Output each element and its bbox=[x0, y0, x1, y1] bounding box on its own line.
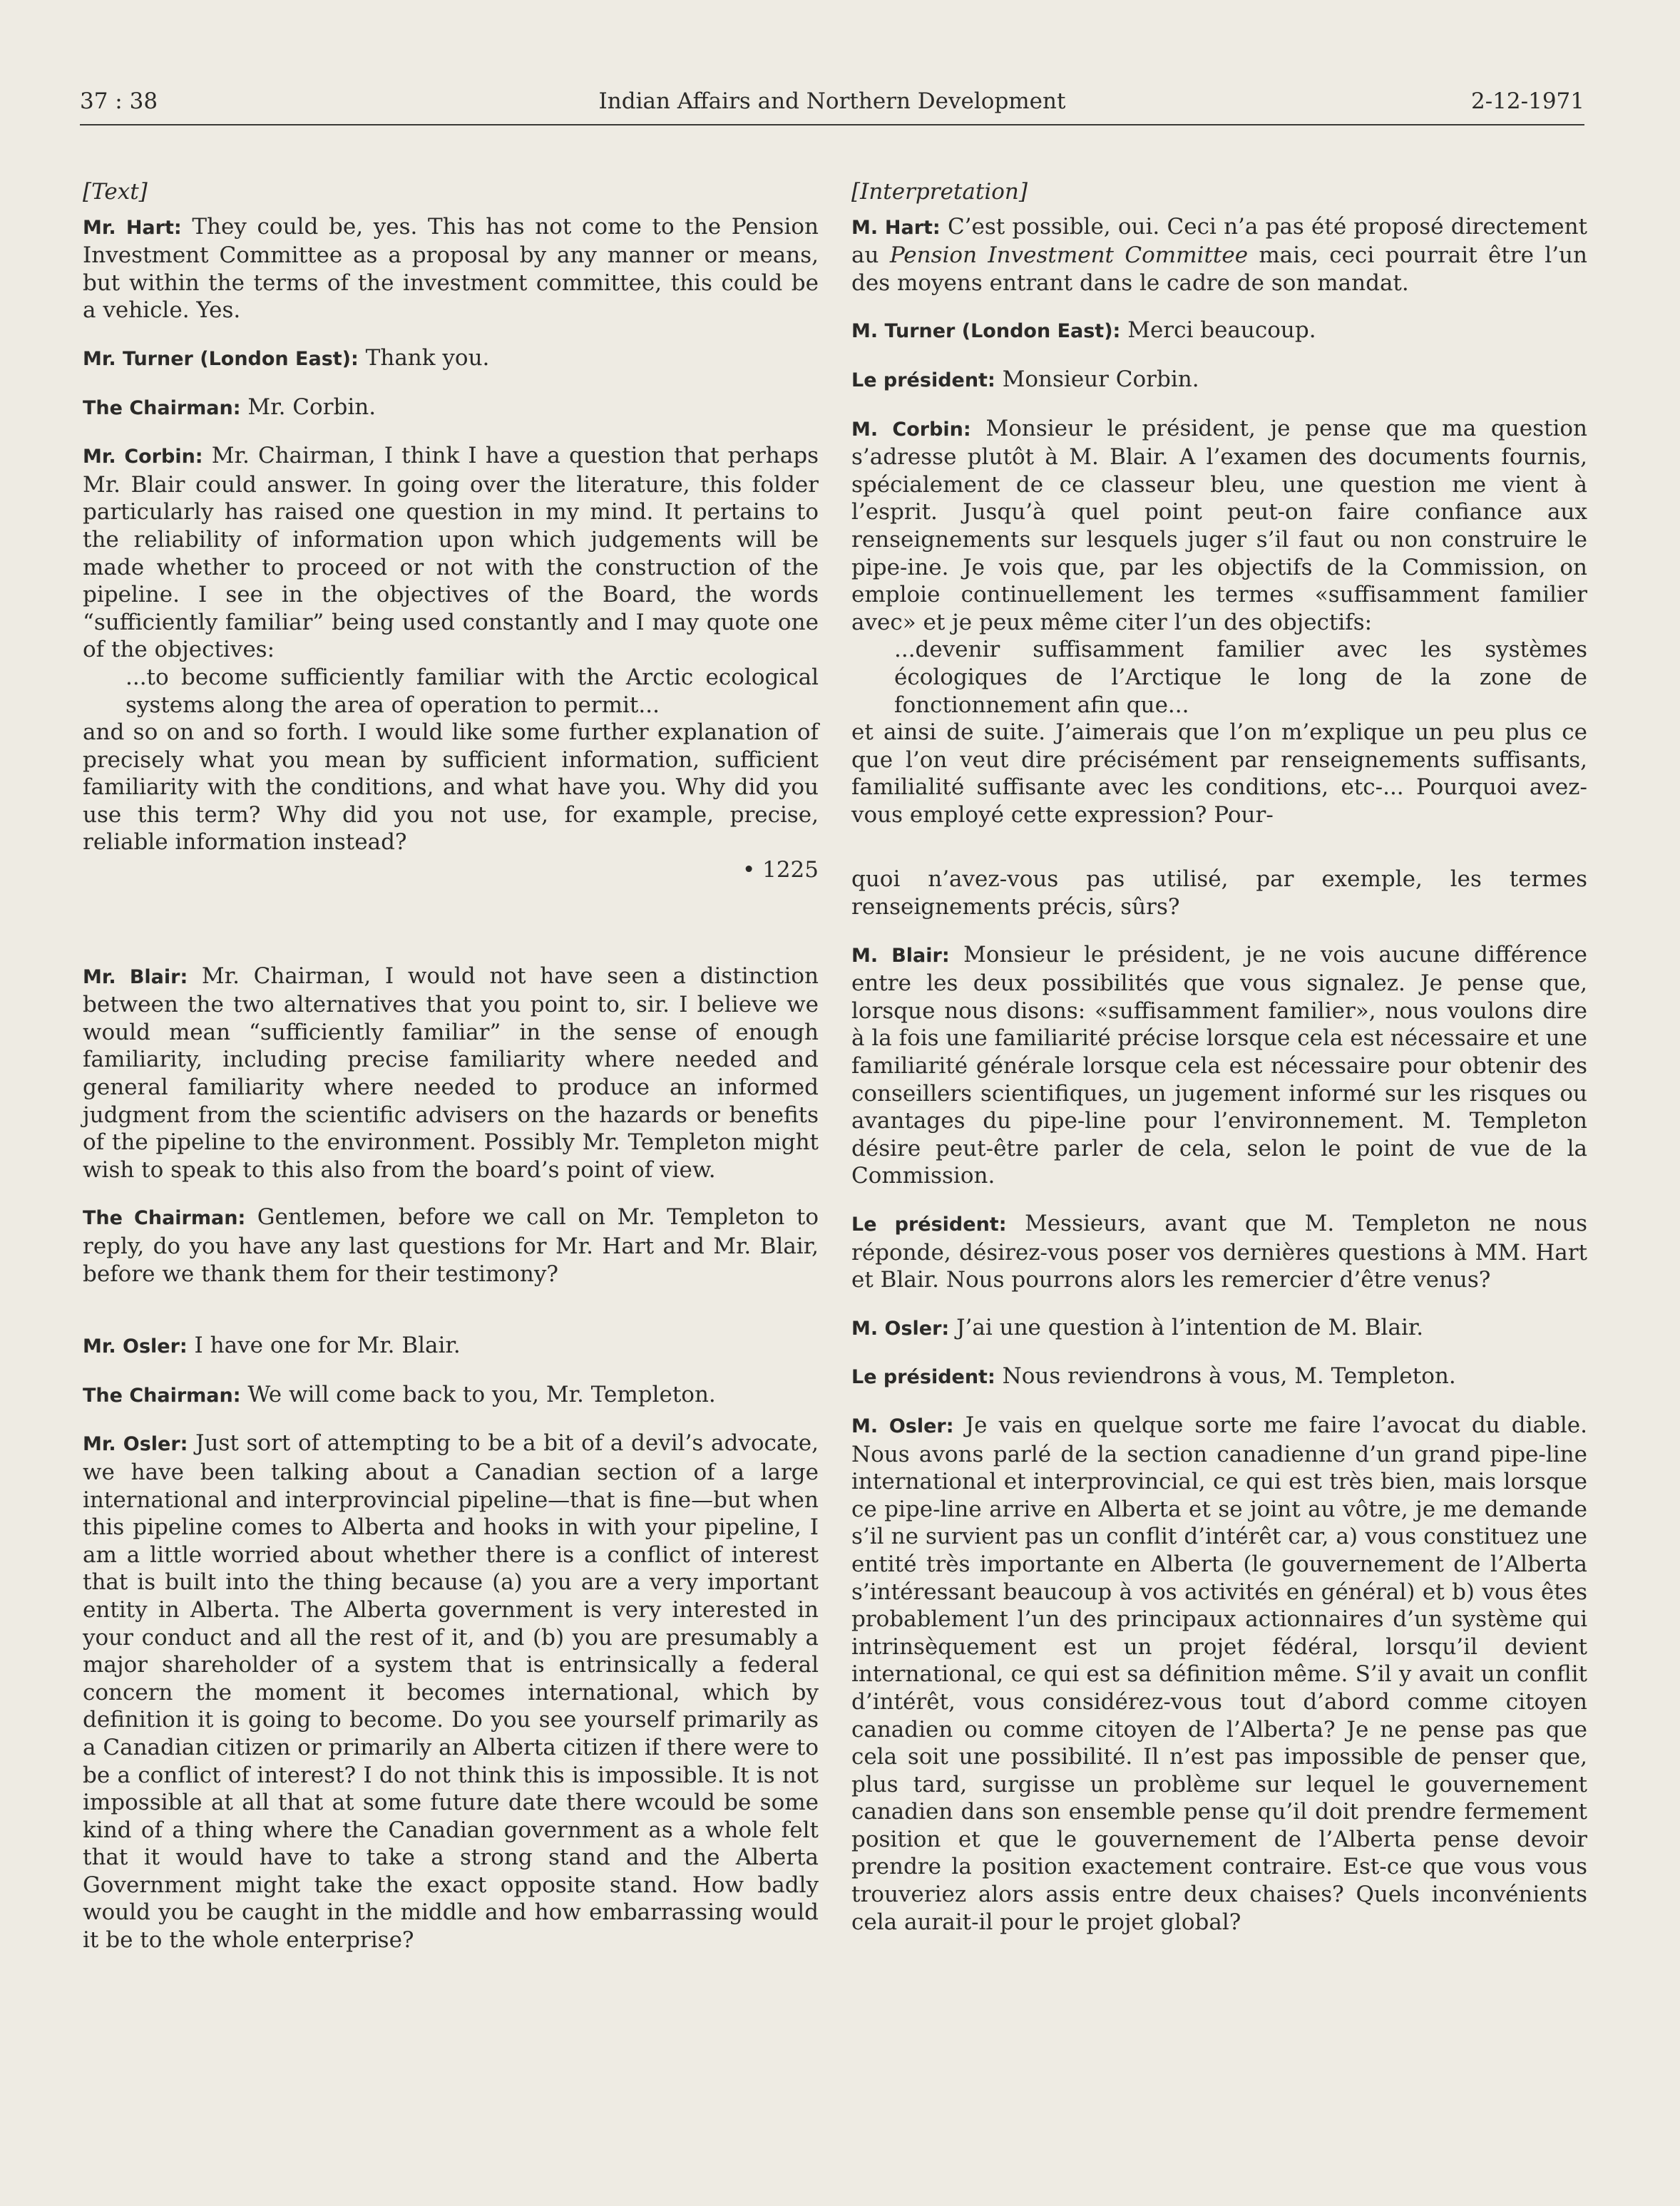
speech-text: Just sort of attempting to be a bit of a devil’s advocate, we have been talking about a Canadian section of a large international and interprovincial pipeline—that is fine—but when this pipeline comes to Alberta and hooks in with your pipeline, I am a little worried about whether there is a conflict of interest that is built into the thing because (a) you are a very important entity in Alberta. The Alberta government is very interested in your conduct and all the rest of it, and (b) you are presumably a major shareholder of a system that is entrinsically a federal concern the moment it becomes international, which by definition it is going to become. Do you see yourself primarily as a Canadian citizen or primarily an Alberta citizen if there were to be a conflict of interest? I do not think this is impossible. It is not impossible at all that at some future date there wcould be some kind of a thing where the Canadian government as a whole felt that it would have to take a strong stand and the Alberta Government might take the exact opposite stand. How badly would you be caught in the middle and how embarrassing would it be to the whole enterprise? bbox=[83, 1430, 819, 1954]
paragraph-continuation: quoi n’avez-vous pas utilisé, par exemple, les termes renseignements précis, sûrs? bbox=[851, 866, 1587, 920]
paragraph bbox=[83, 963, 819, 1184]
paragraph bbox=[851, 213, 1587, 297]
speaker-name: Le président: bbox=[851, 369, 995, 391]
speech-text: They could be, yes. This has not come to the Pension Investment Committee as a proposal by any manner or means, but within the terms of the investment committee, this could be a vehicle. Yes. bbox=[83, 213, 819, 324]
running-title: Indian Affairs and Northern Development bbox=[598, 88, 1066, 114]
speaker-name: M. Corbin: bbox=[851, 418, 971, 441]
english-column bbox=[83, 178, 819, 1974]
speaker-name: Mr. Osler: bbox=[83, 1433, 188, 1456]
paragraph-continuation: and so on and so forth. I would like some further explanation of precisely what you mean by sufficient information, sufficient familiarity with the conditions, and what have you. Why did you use this term? Why did you not use, for example, precise, reliable information instead? bbox=[83, 719, 819, 856]
speaker-name: Mr. Turner (London East): bbox=[83, 347, 359, 370]
paragraph bbox=[83, 442, 819, 664]
paragraph bbox=[851, 1314, 1587, 1343]
spacer bbox=[851, 828, 1587, 866]
paragraph bbox=[851, 366, 1587, 395]
paragraph bbox=[851, 317, 1587, 346]
speech-text: Je vais en quelque sorte me faire l’avocat du diable. Nous avons parlé de la section canadienne d’un grand pipe-line international et interprovincial, ce qui est très bien, mais lorsque ce pipe-line arrive en Alberta et se joint au vôtre, je me demande s’il ne survient pas un conflit d’intérêt car, a) vous constituez une entité très importante en Alberta (le gouvernement de l’Alberta s’intéressant beaucoup à vos activités en général) et b) vous êtes probablement l’un des principaux actionnaires d’un système qui intrinsèquement est un projet fédéral, lorsqu’il devient international, ce qui est sa définition même. S’il y avait un conflit d’intérêt, vous considérez-vous tout d’abord comme citoyen canadien ou comme citoyen de l’Alberta? Je ne pense pas que cela soit une possibilité. Il n’est pas impossible de penser que, plus tard, surgisse un problème sur lequel le gouvernement canadien dans son ensemble pense qu’il doit prendre fermement position et que le gouvernement de l’Alberta pense devoir prendre la position exactement contraire. Est-ce que vous vous trouveriez alors assis entre deux chaises? Quels inconvénients cela aurait-il pour le projet global? bbox=[851, 1412, 1588, 1935]
paragraph bbox=[851, 415, 1587, 637]
spacer bbox=[83, 884, 819, 963]
speech-text: Mr. Corbin. bbox=[240, 394, 377, 420]
speaker-name: The Chairman: bbox=[83, 1384, 241, 1407]
section-marker: [Interpretation] bbox=[851, 179, 1028, 205]
paragraph bbox=[83, 1204, 819, 1288]
speech-text: Mr. Chairman, I think I have a question that perhaps Mr. Blair could answer. In going over the literature, this folder particularly has raised one question in my mind. It pertains to the reliability of information upon which judgements will be made whether to proceed or not with the construction of the pipeline. I see in the objectives of the Board, the words “sufficiently familiar” being used constantly and I may quote one of the objectives: bbox=[83, 443, 819, 663]
speech-text: Mr. Chairman, I would not have seen a distinction between the two alternatives that you point to, sir. I believe we would mean “sufficiently familiar” in the sense of enough familiarity, including precise familiarity where needed and general familiarity where needed to produce an informed judgment from the scientific advisers on the hazards or benefits of the pipeline to the environment. Possibly Mr. Templeton might wish to speak to this also from the board’s point of view. bbox=[83, 963, 819, 1183]
speaker-name: M. Osler: bbox=[851, 1317, 950, 1340]
speaker-name: Le président: bbox=[851, 1366, 995, 1389]
paragraph bbox=[851, 1363, 1587, 1392]
speaker-name: The Chairman: bbox=[83, 1207, 246, 1230]
speech-text: Messieurs, avant que M. Templeton ne nous réponde, désirez-vous poser vos dernières questions à MM. Hart et Blair. Nous pourrons alors les remercier d’être venus? bbox=[851, 1211, 1587, 1293]
speaker-name: M. Hart: bbox=[851, 216, 941, 239]
paragraph bbox=[83, 213, 819, 324]
speech-text: mais, ceci pourrait être l’un des moyens entrant dans le cadre de son mandat. bbox=[851, 242, 1587, 296]
speaker-name: Mr. Osler: bbox=[83, 1335, 188, 1358]
speaker-name: M. Blair: bbox=[851, 944, 950, 967]
speaker-name: M. Turner (London East): bbox=[851, 320, 1121, 343]
french-column bbox=[851, 178, 1587, 1956]
time-marker: • 1225 bbox=[742, 857, 819, 883]
speaker-name: Mr. Hart: bbox=[83, 216, 182, 239]
paragraph bbox=[83, 394, 819, 423]
speaker-name: Le président: bbox=[851, 1214, 1007, 1236]
speech-text: Monsieur le président, je pense que ma question s’adresse plutôt à M. Blair. A l’examen des documents fournis, spécialement de ce classeur bleu, une question me vient à l’esprit. Jusqu’à quel point peut-on faire confiance aux renseignements sur lesquels juger s’il faut ou non construire le pipe-ine. Je vois que, par les objectifs de la Commission, on emploie continuellement les termes «suffisamment familier avec» et je peux même citer l’un des objectifs: bbox=[851, 415, 1587, 635]
speaker-name: Mr. Blair: bbox=[83, 965, 188, 988]
paragraph bbox=[851, 1210, 1587, 1294]
speech-text: J’ai une question à l’intention de M. Blair. bbox=[949, 1314, 1424, 1340]
speaker-name: M. Osler: bbox=[851, 1415, 954, 1437]
block-quote: ...to become sufficiently familiar with the Arctic ecological systems along the area of operation to permit... bbox=[126, 664, 819, 718]
speech-text: Monsieur Corbin. bbox=[995, 366, 1199, 392]
italic-term: Pension Investment Committee bbox=[889, 242, 1249, 269]
paragraph bbox=[851, 1412, 1587, 1936]
speech-text: C’est possible, oui. Ceci n’a pas été proposé directement au bbox=[851, 213, 1587, 269]
page-number: 37 : 38 bbox=[80, 88, 158, 114]
speech-text: We will come back to you, Mr. Templeton. bbox=[240, 1381, 716, 1407]
header-date: 2-12-1971 bbox=[1470, 88, 1584, 114]
speaker-name: The Chairman: bbox=[83, 396, 241, 419]
paragraph bbox=[83, 1430, 819, 1954]
section-marker: [Text] bbox=[83, 179, 148, 205]
speaker-name: Mr. Corbin: bbox=[83, 446, 203, 468]
speech-text: Merci beaucoup. bbox=[1120, 317, 1316, 344]
speech-text: Nous reviendrons à vous, M. Templeton. bbox=[995, 1363, 1456, 1390]
speech-text: Thank you. bbox=[358, 344, 490, 371]
paragraph bbox=[83, 1332, 819, 1361]
paragraph-continuation: et ainsi de suite. J’aimerais que l’on m’explique un peu plus ce que l’on veut dire précisément par renseignements suffisants, familialité suffisante avec les conditions, etc-... Pourquoi avez-vous employé cette expression? Pour- bbox=[851, 719, 1587, 828]
paragraph bbox=[83, 344, 819, 374]
spacer bbox=[83, 1308, 819, 1332]
speech-text: Gentlemen, before we call on Mr. Templeton to reply, do you have any last questions for Mr. Hart and Mr. Blair, before we thank them for their testimony? bbox=[83, 1204, 819, 1287]
block-quote: ...devenir suffisamment familier avec les systèmes écologiques de l’Arctique le long de la zone de fonctionnement afin que... bbox=[894, 637, 1587, 718]
speech-text: I have one for Mr. Blair. bbox=[187, 1333, 461, 1359]
paragraph bbox=[851, 941, 1587, 1190]
paragraph bbox=[83, 1381, 819, 1410]
page-header bbox=[80, 87, 1584, 125]
speech-text: Monsieur le président, je ne vois aucune différence entre les deux possibilités que vous signalez. Je pense que, lorsque nous disons: «suffisamment familier», nous voulons dire à la fois une familiarité précise lorsque cela est nécessaire et une familiarité générale lorsque cela est nécessaire pour obtenir des conseillers scientifiques, un jugement informé sur les risques ou avantages du pipe-line pour l’environnement. M. Templeton désire peut-être parler de cela, selon le point de vue de la Commission. bbox=[851, 941, 1587, 1189]
